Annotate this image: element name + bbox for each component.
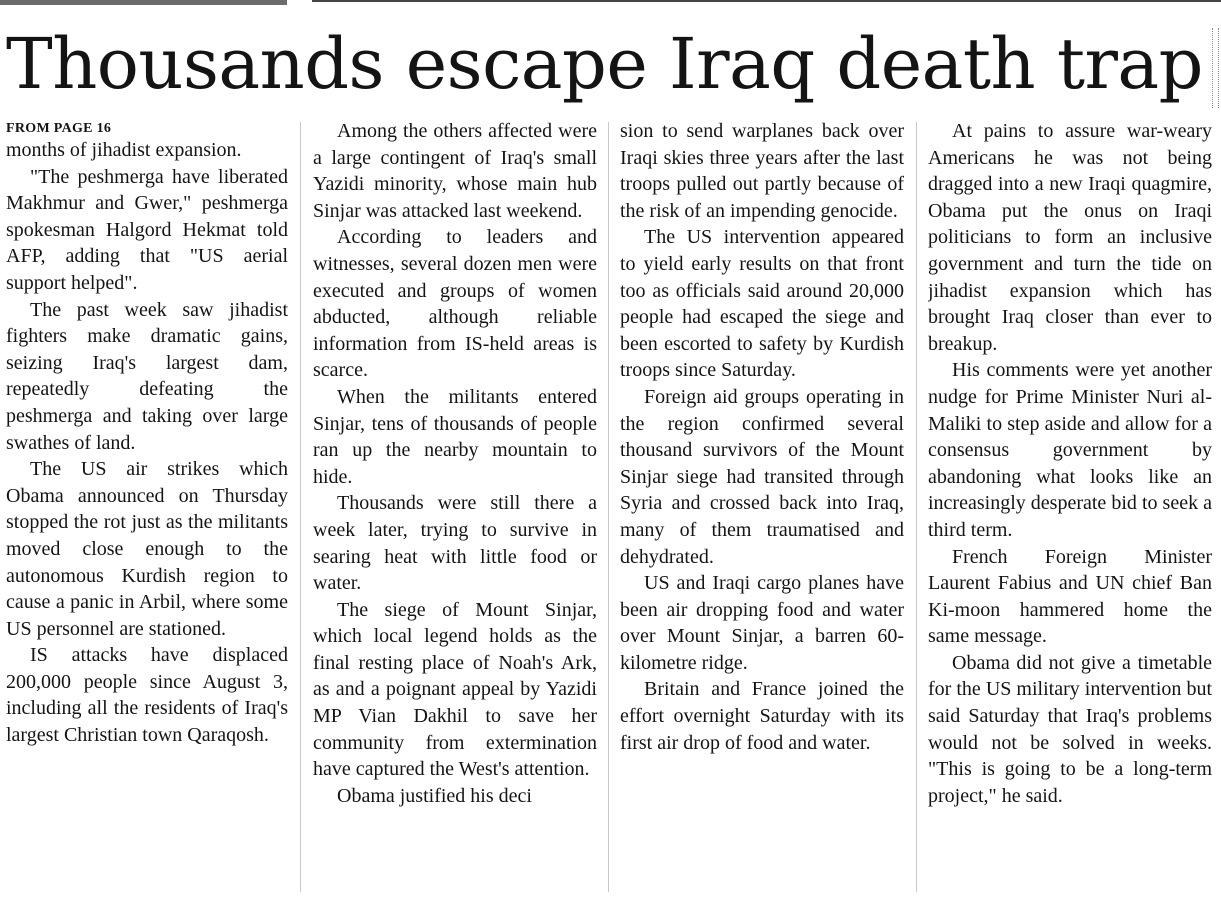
paragraph: IS attacks have displaced 200,000 people since August 3, including all the residents of Iraq's largest Christian town Qaraqosh. [6,644,288,747]
paragraph: The siege of Mount Sinjar, which local legend holds as the final resting place of Noah's Ark, as and a poignant appeal by Yazidi MP Vian Dakhil to save her community from extermination have captured the West's attention. [313,598,597,781]
top-rule-right [312,0,1221,2]
paragraph: The US intervention appeared to yield early results on that front too as officials said around 20,000 people had escaped the siege and been escorted to safety by Kurdish troops since Saturday. [620,226,904,382]
article-column-1 [6,121,288,896]
column-divider [916,122,917,892]
paragraph: When the militants entered Sinjar, tens of thousands of people ran up the nearby mountain to hide. [313,385,597,488]
paragraph: US and Iraqi cargo planes have been air dropping food and water over Mount Sinjar, a barren 60-kilometre ridge. [620,572,904,674]
side-rule [1212,28,1219,108]
paragraph: sion to send warplanes back over Iraqi skies three years after the last troops pulled out partly because of the risk of an impending genocide. [620,120,904,222]
paragraph: At pains to assure war-weary Americans he was not being dragged into a new Iraqi quagmire, Obama put the onus on Iraqi politicians to form an inclusive government and turn the tide on jihadist expansion which has brought Iraq closer than ever to breakup. [928,120,1212,355]
paragraph: "The peshmerga have liberated Makhmur and Gwer," peshmerga spokesman Halgord Hekmat told AFP, adding that "US aerial support helped". [6,165,288,294]
paragraph: His comments were yet another nudge for Prime Minister Nuri al-Maliki to step aside and allow for a consensus government by abandoning what looks like an increasingly desperate bid to seek a third term. [928,359,1212,541]
paragraph: The past week saw jihadist fighters make dramatic gains, seizing Iraq's largest dam, repeatedly defeating the peshmerga and taking over large swathes of land. [6,298,288,454]
paragraph: Obama justified his deci [337,784,532,807]
paragraph: According to leaders and witnesses, several dozen men were executed and groups of women abducted, although reliable information from IS-held areas is scarce. [313,226,597,382]
paragraph: Britain and France joined the effort overnight Saturday with its first air drop of food and water. [620,678,904,754]
paragraph: Thousands were still there a week later, trying to survive in searing heat with little food or water. [313,492,597,595]
paragraph: The US air strikes which Obama announced on Thursday stopped the rot just as the militants moved close enough to the autonomous Kurdish region to cause a panic in Arbil, where some US personnel are stationed. [6,458,288,640]
paragraph: French Foreign Minister Laurent Fabius and UN chief Ban Ki-moon hammered home the same message. [928,545,1212,648]
article-column-4 [928,118,1212,893]
headline: Thousands escape Iraq death trap [6,23,1203,105]
article-column-2 [313,118,597,893]
top-rule-left [0,0,287,5]
paragraph: months of jihadist expansion. [6,139,242,161]
column-divider [608,122,609,892]
column-divider [300,122,301,892]
article-column-3 [620,118,904,893]
paragraph: Foreign aid groups operating in the region confirmed several thousand survivors of the Mount Sinjar siege had transited through Syria and crossed back into Iraq, many of them traumatised and dehydrated. [620,385,904,568]
paragraph: Among the others affected were a large contingent of Iraq's small Yazidi minority, whose main hub Sinjar was attacked last weekend. [313,120,597,222]
paragraph: Obama did not give a timetable for the US military intervention but said Saturday that Iraq's problems would not be solved in weeks. "This is going to be a long-term project," he said. [928,651,1212,807]
continuation-kicker: FROM PAGE 16 [6,121,112,136]
